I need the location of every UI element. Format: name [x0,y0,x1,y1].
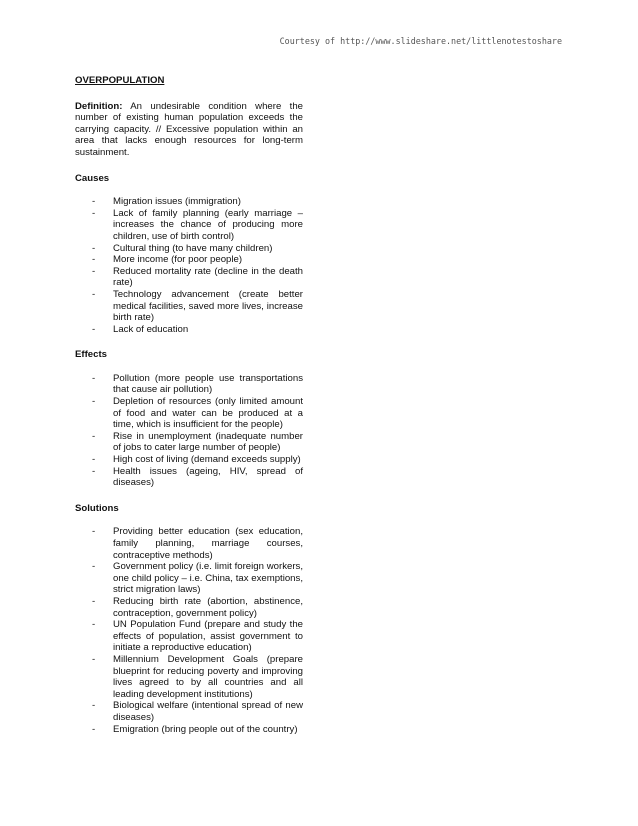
list-dash: - [92,619,96,631]
list-item [75,266,303,289]
list-item [75,196,303,208]
list-dash: - [92,196,96,208]
list-item-text: Millennium Development Goals (prepare blueprint for reducing poverty and improving lives agreed to by all countries and all leading development institutions) [113,653,303,700]
section-heading-causes: Causes [75,172,110,184]
list-dash: - [92,454,96,466]
document-body [75,75,303,735]
list-item [75,324,303,336]
list-dash: - [92,653,96,665]
list-item-text: Reduced mortality rate (decline in the death rate) [113,265,303,289]
list-item-text: Depletion of resources (only limited amount of food and water can be produced at a time, which is insufficient for the people) [113,396,303,431]
list-item-text: Technology advancement (create better medical facilities, saved more lives, increase birth rate) [113,288,303,324]
list-item-text: Emigration (bring people out of the country) [113,723,298,735]
list-dash: - [92,595,96,607]
list-item-text: More income (for poor people) [113,254,243,266]
list-item [75,654,303,700]
section-heading-effects: Effects [75,349,107,361]
list-item [75,254,303,266]
section-heading-solutions: Solutions [75,502,119,514]
list-dash: - [92,265,96,277]
list-item-text: Cultural thing (to have many children) [113,242,273,254]
list-item-text: Lack of education [113,323,189,335]
list-item-text: Pollution (more people use transportations that cause air pollution) [113,372,303,396]
list-item [75,700,303,723]
list-item-text: Health issues (ageing, HIV, spread of diseases) [113,465,303,489]
list-item [75,373,303,396]
courtesy-note: Courtesy of http://www.slideshare.net/littlenotestoshare [279,36,562,46]
list-item-text: High cost of living (demand exceeds supply) [113,454,301,466]
list-dash: - [92,396,96,408]
list-item-text: Rise in unemployment (inadequate number of jobs to cater large number of people) [113,430,303,454]
section-list-effects [75,373,303,489]
list-dash: - [92,430,96,442]
list-item [75,526,303,561]
list-item-text: Providing better education (sex education, family planning, marriage courses, contraceptive methods) [113,526,303,561]
list-item [75,396,303,431]
sections-container [75,173,303,736]
list-dash: - [92,723,96,735]
list-dash: - [92,323,96,335]
list-item [75,431,303,454]
definition-text: An undesirable condition where the number of existing human population exceeds the carrying capacity. // Excessive population within an area that lacks enough resources for long-term sustainment. [75,100,303,158]
section-list-causes [75,196,303,335]
list-item-text: UN Population Fund (prepare and study the effects of population, assist government to initiate a reproductive education) [113,619,303,654]
list-item-text: Migration issues (immigration) [113,196,241,208]
list-item-text: Reducing birth rate (abortion, abstinence, contraception, government policy) [113,595,303,619]
list-item-text: Government policy (i.e. limit foreign workers, one child policy – i.e. China, tax exemptions, strict migration laws) [113,561,303,596]
list-dash: - [92,561,96,573]
list-item-text: Lack of family planning (early marriage – increases the chance of producing more children, use of birth control) [113,207,303,242]
list-dash: - [92,526,96,538]
list-dash: - [92,372,96,384]
list-dash: - [92,465,96,477]
list-item [75,289,303,324]
list-dash: - [92,288,96,300]
list-item [75,466,303,489]
list-item-text: Biological welfare (intentional spread of new diseases) [113,700,303,723]
list-dash: - [92,254,96,266]
list-item [75,454,303,466]
document-title: OVERPOPULATION [75,75,165,86]
list-item [75,561,303,596]
definition-label: Definition: [75,100,123,112]
list-item [75,243,303,255]
list-item [75,619,303,654]
list-dash: - [92,242,96,254]
list-dash: - [92,207,96,219]
definition-paragraph [75,101,303,159]
list-item [75,596,303,619]
list-item [75,208,303,243]
list-dash: - [92,700,96,712]
section-list-solutions [75,526,303,735]
list-item [75,724,303,736]
